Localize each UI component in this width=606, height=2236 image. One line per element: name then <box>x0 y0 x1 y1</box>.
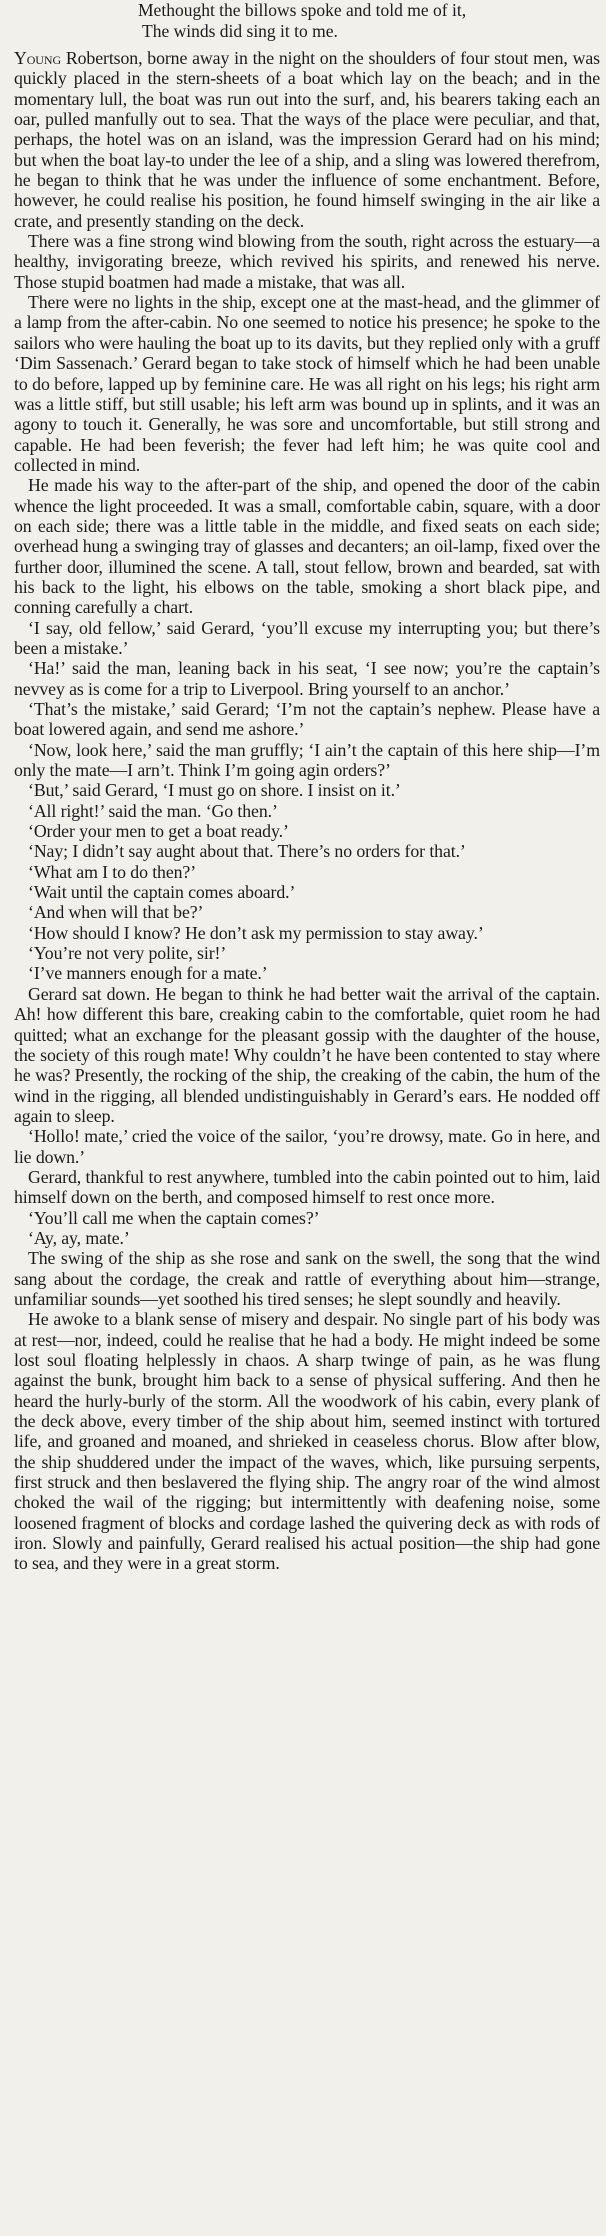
dialogue-line: ‘I’ve manners enough for a mate.’ <box>28 963 268 984</box>
dialogue-line: ‘What am I to do then?’ <box>28 861 197 882</box>
dialogue-line: ‘You’re not very polite, sir!’ <box>28 943 227 964</box>
dialogue-line: ‘That’s the mistake,’ said Gerard; ‘I’m not the captain’s nephew. Please have a boat lowered again, and send me ashore.’ <box>14 699 600 740</box>
dialogue-line: ‘Wait until the captain comes aboard.’ <box>28 882 296 903</box>
dialogue-line: ‘How should I know? He don’t ask my permission to stay away.’ <box>28 922 484 943</box>
article-body <box>14 48 600 1574</box>
opening-lead-word: Young <box>14 48 62 68</box>
paragraph: The swing of the ship as she rose and sank on the swell, the song that the wind sang about the cordage, the creak and rattle of everything about him—strange, unfamiliar sounds—yet soothed his tired senses; he slept soundly and heavily. <box>14 1248 600 1309</box>
dialogue-line: ‘But,’ said Gerard, ‘I must go on shore. I insist on it.’ <box>28 780 401 801</box>
dialogue-line: ‘All right!’ said the man. ‘Go then.’ <box>28 800 278 821</box>
opening-text: Robertson, borne away in the night on the shoulders of four stout men, was quickly placed in the stern-sheets of a boat which lay on the beach; and in the momentary lull, the boat was run out into the surf, and, his bearers taking each an oar, pulled manfully out to sea. That the ways of the place were peculiar, and that, perhaps, the hotel was on an island, was the impression Gerard had on his mind; but when the boat lay-to under the lee of a ship, and a sling was lowered therefrom, he began to think that he was under the influence of some enchantment. Before, however, he could realise his position, he found himself swinging in the air like a crate, and presently standing on the deck. <box>14 48 600 231</box>
epigraph-verse <box>14 0 600 42</box>
dialogue-line: ‘Hollo! mate,’ cried the voice of the sailor, ‘you’re drowsy, mate. Go in here, and lie down.’ <box>14 1126 600 1167</box>
paragraph: There were no lights in the ship, except one at the mast-head, and the glimmer of a lamp from the after-cabin. No one seemed to notice his presence; he spoke to the sailors who were hauling the boat up to its davits, but they replied only with a gruff ‘Dim Sassenach.’ Gerard began to take stock of himself which he had been unable to do before, lapped up by feminine care. He was all right on his legs; his right arm was a little stiff, but still usable; his left arm was bound up in splints, and it was an agony to touch it. Generally, he was sore and uncomfortable, but still strong and capable. He had been feverish; the fever had left him; he was quite cool and collected in mind. <box>14 292 600 475</box>
paragraph: He awoke to a blank sense of misery and despair. No single part of his body was at rest—nor, indeed, could he realise that he had a body. He might indeed be some lost soul floating helplessly in chaos. A sharp twinge of pain, as he was flung against the bunk, brought him back to a sense of physical suffering. And then he heard the hurly-burly of the storm. All the woodwork of his cabin, every plank of the deck above, every timber of the ship about him, seemed instinct with tortured life, and groaned and moaned, and shrieked in ceaseless chorus. Blow after blow, the ship shuddered under the impact of the waves, which, like pursuing serpents, first struck and then beslavered the flying ship. The angry roar of the wind almost choked the wail of the rigging; but intermittently with deafening noise, some loosened fragment of blocks and cordage lashed the quivering deck as with rods of iron. Slowly and painfully, Gerard realised his actual position—the ship had gone to sea, and they were in a great storm. <box>14 1309 600 1574</box>
dialogue-line: ‘I say, old fellow,’ said Gerard, ‘you’ll excuse my interrupting you; but there’s been a mistake.’ <box>14 617 600 658</box>
paragraph: Gerard, thankful to rest anywhere, tumbled into the cabin pointed out to him, laid himself down on the berth, and composed himself to rest once more. <box>14 1166 600 1208</box>
paragraph: Gerard sat down. He began to think he had better wait the arrival of the captain. Ah! how different this bare, creaking cabin to the comfortable, quiet room he had quitted; what an exchange for the pleasant gossip with the daughter of the house, the society of this rough mate! Why couldn’t he have been contented to stay where he was? Presently, the rocking of the ship, the creaking of the cabin, the hum of the wind in the rigging, all blended undistinguishably in Gerard’s ears. He nodded off again to sleep. <box>14 983 600 1126</box>
paragraph: There was a fine strong wind blowing from the south, right across the estuary—a healthy, invigorating breeze, which revived his spirits, and renewed his nerve. Those stupid boatmen had made a mistake, that was all. <box>14 231 600 292</box>
dialogue-line: ‘Ha!’ said the man, leaning back in his seat, ‘I see now; you’re the captain’s nevvey as is come for a trip to Liverpool. Bring yourself to an anchor.’ <box>14 658 600 699</box>
dialogue-line: ‘You’ll call me when the captain comes?’ <box>28 1207 320 1228</box>
dialogue-line: ‘Nay; I didn’t say aught about that. There’s no orders for that.’ <box>28 841 466 862</box>
dialogue-line: ‘Order your men to get a boat ready.’ <box>28 821 289 842</box>
verse-line-1: Methought the billows spoke and told me of it, <box>138 0 467 20</box>
dialogue-line: ‘And when will that be?’ <box>28 902 204 923</box>
opening-paragraph <box>14 48 600 231</box>
dialogue-line: ‘Ay, ay, mate.’ <box>28 1227 130 1248</box>
paragraph: He made his way to the after-part of the ship, and opened the door of the cabin whence the light proceeded. It was a small, comfortable cabin, square, with a door on each side; there was a little table in the middle, and fixed seats on each side; overhead hung a swinging tray of glasses and decanters; an oil-lamp, fixed over the further door, illumined the scene. A tall, stout fellow, brown and bearded, sat with his back to the light, his elbows on the table, smoking a short black pipe, and conning carefully a chart. <box>14 475 600 618</box>
dialogue-line: ‘Now, look here,’ said the man gruffly; ‘I ain’t the captain of this here ship—I’m only the mate—I arn’t. Think I’m going agin orders?’ <box>14 739 600 781</box>
verse-line-2: The winds did sing it to me. <box>142 21 338 41</box>
